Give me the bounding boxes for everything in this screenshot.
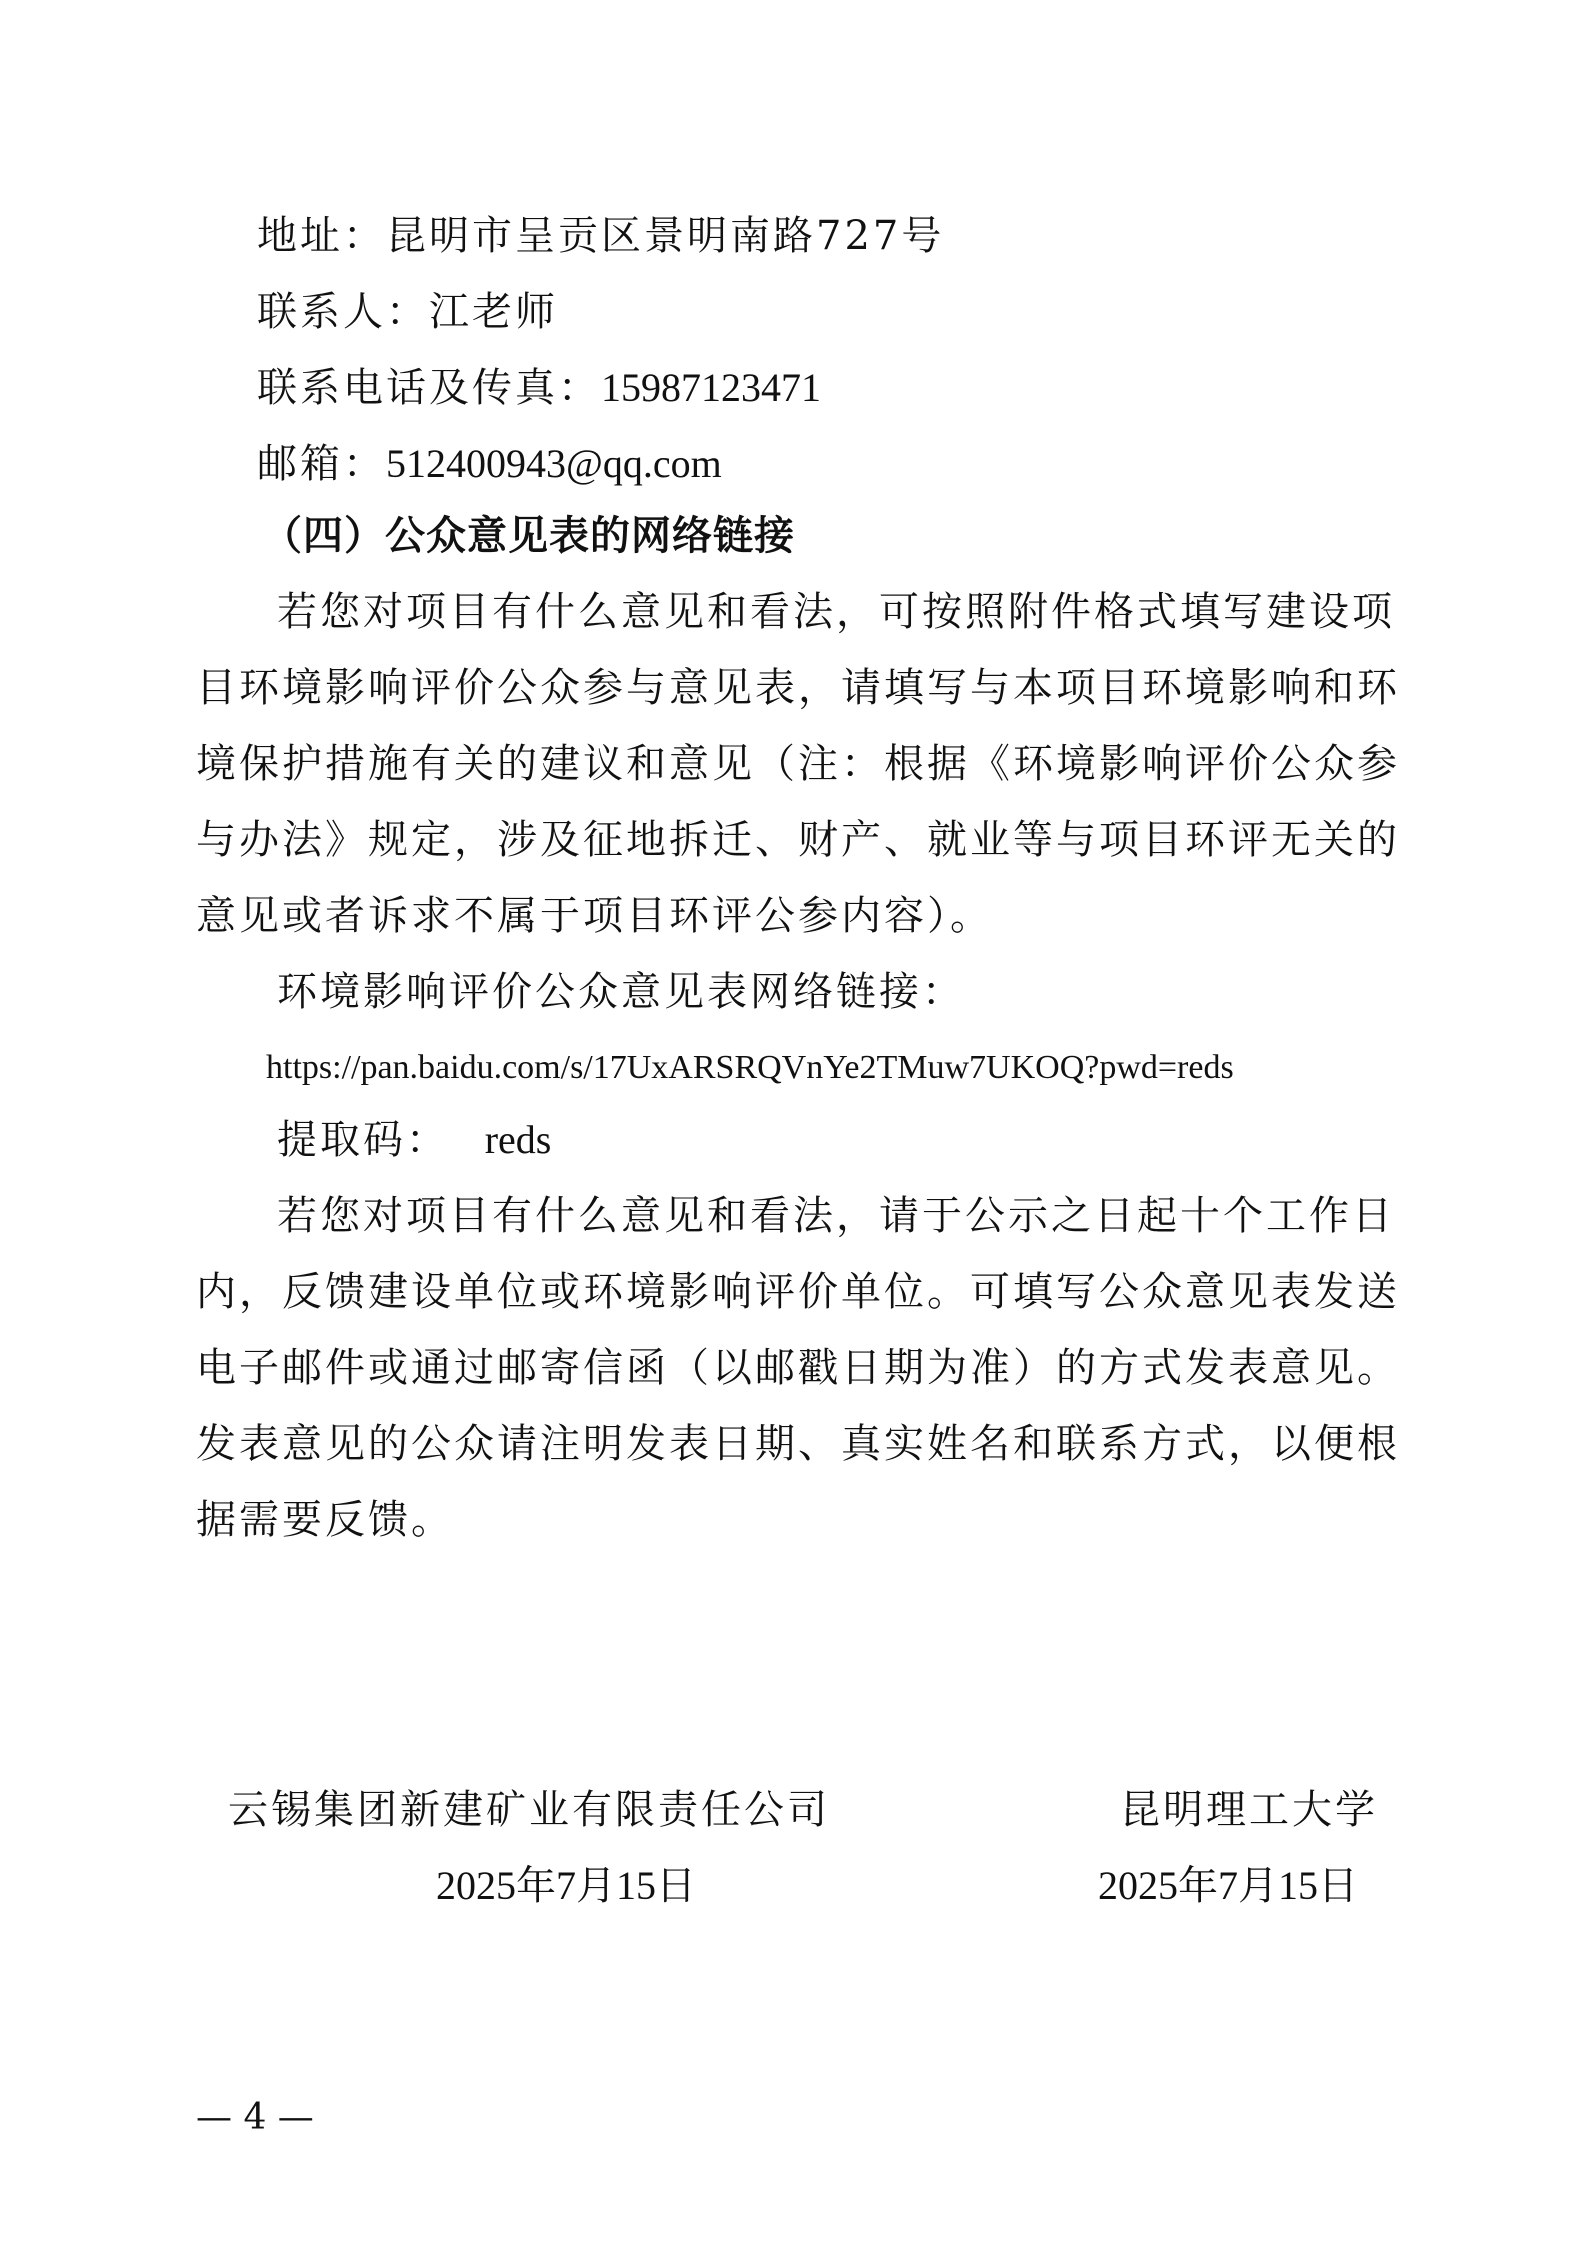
paragraph-line: 若您对项目有什么意见和看法，请于公示之日起十个工作日 [277,1193,1395,1239]
paragraph-line: 意见或者诉求不属于项目环评公参内容）。 [196,893,993,939]
paragraph-line: 内，反馈建设单位或环境影响评价单位。可填写公众意见表发送 [196,1269,1400,1315]
paragraph-line: 据需要反馈。 [196,1497,454,1543]
link-label: 环境影响评价公众意见表网络链接： [277,969,965,1015]
contact-phone-label: 联系电话及传真： [257,365,601,411]
paragraph-line: 发表意见的公众请注明发表日期、真实姓名和联系方式，以便根 [196,1421,1400,1467]
extraction-code-value: reds [484,1117,552,1162]
page-number: — 4 — [196,2097,314,2138]
contact-email [257,440,722,488]
paragraph-line: 与办法》规定，涉及征地拆迁、财产、就业等与项目环评无关的 [196,817,1400,863]
contact-person: 联系人：江老师 [257,289,558,335]
signature-org: 昆明理工大学 [1120,1787,1378,1833]
paragraph-line: 电子邮件或通过邮寄信函（以邮戳日期为准）的方式发表意见。 [196,1345,1400,1391]
form-link[interactable]: https://pan.baidu.com/s/17UxARSRQVnYe2TMuw7UKOQ?pwd=reds [266,1049,1234,1086]
contact-phone-value: 15987123471 [601,365,821,410]
contact-phone [257,364,821,412]
signature-date: 2025年7月15日 [436,1863,696,1908]
extraction-code [277,1116,551,1164]
paragraph-line: 目环境影响评价公众参与意见表，请填写与本项目环境影响和环 [196,665,1400,711]
paragraph-line: 若您对项目有什么意见和看法，可按照附件格式填写建设项 [277,589,1395,635]
signature-org: 云锡集团新建矿业有限责任公司 [228,1787,830,1833]
extraction-code-label: 提取码： [277,1117,449,1163]
section-heading: （四）公众意见表的网络链接 [262,513,795,559]
contact-email-label: 邮箱： [257,441,386,487]
signature-date: 2025年7月15日 [1098,1863,1358,1908]
contact-address: 地址：昆明市呈贡区景明南路727号 [257,213,945,259]
paragraph-line: 境保护措施有关的建议和意见（注：根据《环境影响评价公众参 [196,741,1400,787]
contact-email-value: 512400943@qq.com [386,441,722,486]
